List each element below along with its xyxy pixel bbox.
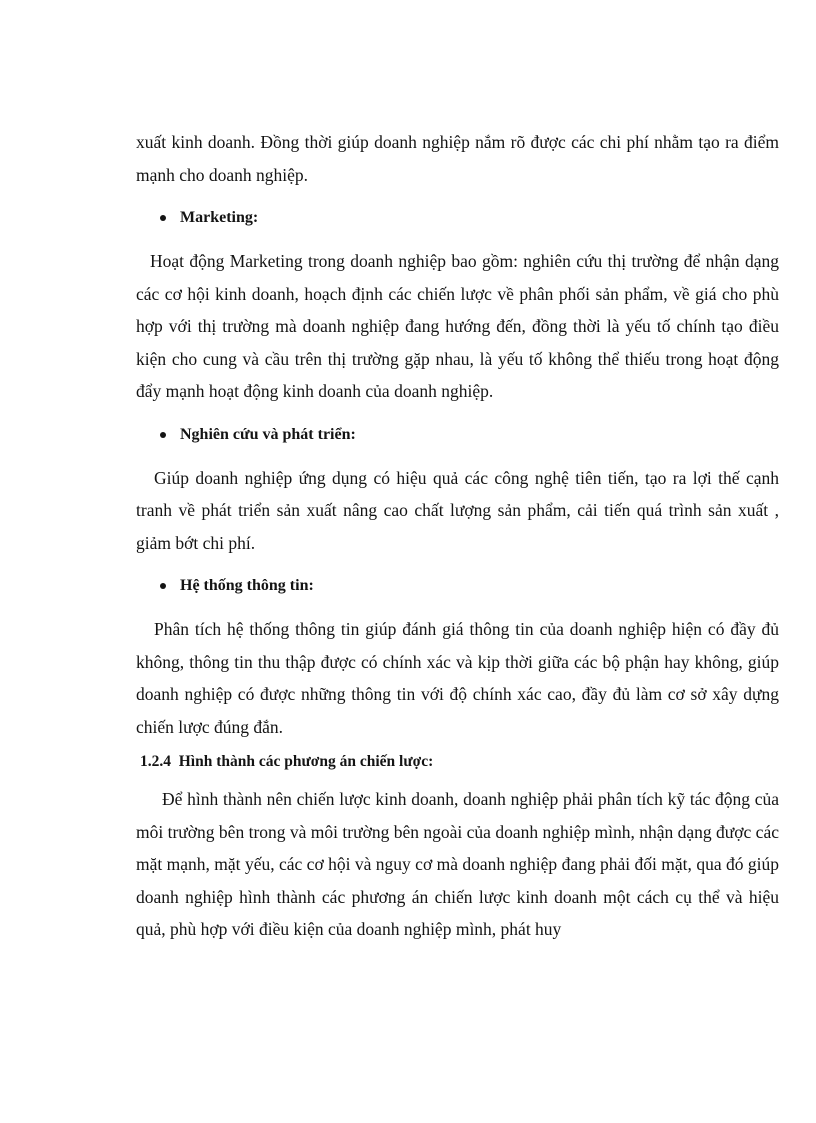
- bullet-info-system-label: Hệ thống thông tin:: [180, 577, 314, 594]
- section-title: Hình thành các phương án chiến lược:: [178, 753, 434, 770]
- bullet-dot-icon: [160, 583, 166, 589]
- bullet-marketing-label: Marketing:: [180, 209, 259, 226]
- section-number: 1.2.4: [140, 753, 171, 770]
- bullet-marketing: [160, 202, 779, 234]
- bullet-dot-icon: [160, 432, 166, 438]
- paragraph-research: Giúp doanh nghiệp ứng dụng có hiệu quả các công nghệ tiên tiến, tạo ra lợi thế cạnh tranh về phát triển sản xuất nâng cao chất lượng sản phẩm, cải tiến quá trình sản xuất , giảm bớt chi phí.: [136, 467, 779, 553]
- paragraph-strategy-options: Để hình thành nên chiến lược kinh doanh, doanh nghiệp phải phân tích kỹ tác động của môi trường bên trong và môi trường bên ngoài của doanh nghiệp mình, nhận dạng được các mặt mạnh, mặt yếu, các cơ hội và nguy cơ mà doanh nghiệp đang phải đối mặt, qua đó giúp doanh nghiệp hình thành các phương án chiến lược kinh doanh một cách cụ thể và hiệu quả, phù hợp với điều kiện của doanh nghiệp mình, phát huy: [136, 789, 779, 939]
- bullet-research-label: Nghiên cứu và phát triển:: [180, 425, 356, 443]
- bullet-info-system: [160, 570, 779, 602]
- paragraph-marketing: Hoạt động Marketing trong doanh nghiệp bao gồm: nghiên cứu thị trường để nhận dạng các cơ hội kinh doanh, hoạch định các chiến lược về phân phối sản phẩm, về giá cho phù hợp với thị trường mà doanh nghiệp đang hướng đến, đồng thời là yếu tố chính tạo điều kiện cho cung và cầu trên thị trường gặp nhau, là yếu tố không thể thiếu trong hoạt động đẩy mạnh hoạt động kinh doanh của doanh nghiệp.: [136, 251, 779, 401]
- document-page: [136, 126, 779, 946]
- paragraph-production-cost: xuất kinh doanh. Đồng thời giúp doanh nghiệp nắm rõ được các chi phí nhằm tạo ra điểm mạnh cho doanh nghiệp.: [136, 132, 779, 185]
- bullet-research: [160, 419, 779, 451]
- section-heading: [140, 747, 779, 777]
- paragraph-info-system: Phân tích hệ thống thông tin giúp đánh giá thông tin của doanh nghiệp hiện có đầy đủ không, thông tin thu thập được có chính xác và kịp thời giữa các bộ phận hay không, giúp doanh nghiệp có được những thông tin với độ chính xác cao, đầy đủ làm cơ sở xây dựng chiến lược đúng đắn.: [136, 619, 779, 737]
- bullet-dot-icon: [160, 215, 166, 221]
